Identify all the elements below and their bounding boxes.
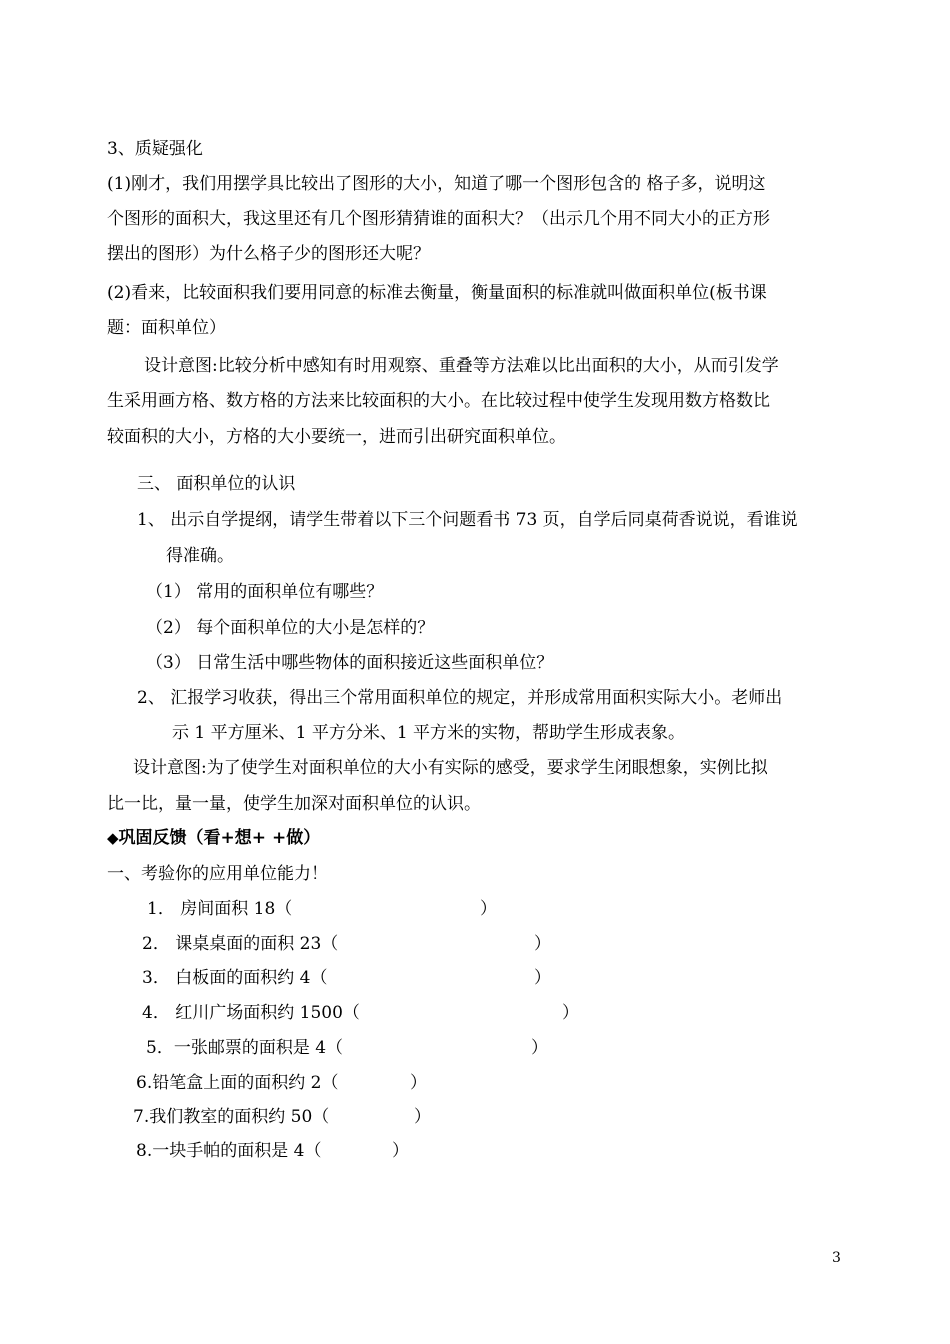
design-intent-line: 较面积的大小，方格的大小要统一，进而引出研究面积单位。 bbox=[107, 427, 566, 447]
exercise-item-label: 6.铅笔盒上面的面积约 2（ bbox=[136, 1073, 339, 1093]
exercise-item-label: 1． 房间面积 18（ bbox=[147, 899, 293, 919]
paragraph-line: 摆出的图形）为什么格子少的图形还大呢？ bbox=[107, 244, 430, 264]
page-number: 3 bbox=[832, 1250, 841, 1266]
design-intent-line: 设计意图:为了使学生对面积单位的大小有实际的感受，要求学生闭眼想象，实例比拟 bbox=[133, 758, 768, 778]
exercise-item-close: ） bbox=[392, 1141, 409, 1161]
exercise-item-label: 3． 白板面的面积约 4（ bbox=[142, 968, 328, 988]
design-intent-line: 设计意图:比较分析中感知有时用观察、重叠等方法难以比出面积的大小，从而引发学 bbox=[144, 356, 779, 376]
section-heading: 三、 面积单位的认识 bbox=[137, 474, 296, 494]
design-intent-line: 比一比，量一量，使学生加深对面积单位的认识。 bbox=[107, 794, 481, 814]
exercise-item-close: ） bbox=[534, 934, 551, 954]
list-item-continued: 得准确。 bbox=[166, 546, 234, 566]
exercise-item-label: 8.一块手帕的面积是 4（ bbox=[136, 1141, 322, 1161]
exercise-item-close: ） bbox=[410, 1073, 427, 1093]
question-item: （1） 常用的面积单位有哪些？ bbox=[146, 582, 384, 602]
diamond-bullet-icon: ◆ bbox=[107, 829, 119, 847]
exercise-item-close: ） bbox=[480, 899, 497, 919]
question-item: （3） 日常生活中哪些物体的面积接近这些面积单位？ bbox=[146, 653, 554, 673]
exercise-item-label: 7.我们教室的面积约 50（ bbox=[133, 1107, 330, 1127]
list-item-continued: 示 1 平方厘米、1 平方分米、1 平方米的实物，帮助学生形成表象。 bbox=[172, 723, 686, 743]
exercise-item-label: 5．一张邮票的面积是 4（ bbox=[146, 1038, 344, 1058]
exercise-item-close: ） bbox=[562, 1003, 579, 1023]
exercise-item-close: ） bbox=[534, 968, 551, 988]
paragraph-line: 个图形的面积大，我这里还有几个图形猜猜谁的面积大？（出示几个用不同大小的正方形 bbox=[107, 209, 770, 229]
section-heading: 3、质疑强化 bbox=[107, 139, 203, 159]
list-item: 2、 汇报学习收获，得出三个常用面积单位的规定，并形成常用面积实际大小。老师出 bbox=[137, 688, 783, 708]
consolidate-heading bbox=[107, 826, 320, 850]
exercise-heading: 一、考验你的应用单位能力！ bbox=[107, 864, 328, 884]
paragraph-line: (1)刚才，我们用摆学具比较出了图形的大小，知道了哪一个图形包含的 格子多，说明这 bbox=[107, 174, 766, 194]
exercise-item-label: 2． 课桌桌面的面积 23（ bbox=[142, 934, 339, 954]
paragraph-line: 题：面积单位） bbox=[107, 318, 226, 338]
list-item: 1、 出示自学提纲，请学生带着以下三个问题看书 73 页，自学后同桌荷香说说，看谁说 bbox=[137, 510, 798, 530]
exercise-item-close: ） bbox=[531, 1038, 548, 1058]
design-intent-line: 生采用画方格、数方格的方法来比较面积的大小。在比较过程中使学生发现用数方格数比 bbox=[107, 391, 770, 411]
consolidate-heading-text: 巩固反馈（看+想+ +做） bbox=[118, 828, 321, 848]
exercise-item-label: 4． 红川广场面积约 1500（ bbox=[142, 1003, 360, 1023]
question-item: （2） 每个面积单位的大小是怎样的？ bbox=[146, 618, 435, 638]
paragraph-line: (2)看来，比较面积我们要用同意的标准去衡量，衡量面积的标准就叫做面积单位(板书课 bbox=[107, 283, 767, 303]
exercise-item-close: ） bbox=[414, 1107, 431, 1127]
